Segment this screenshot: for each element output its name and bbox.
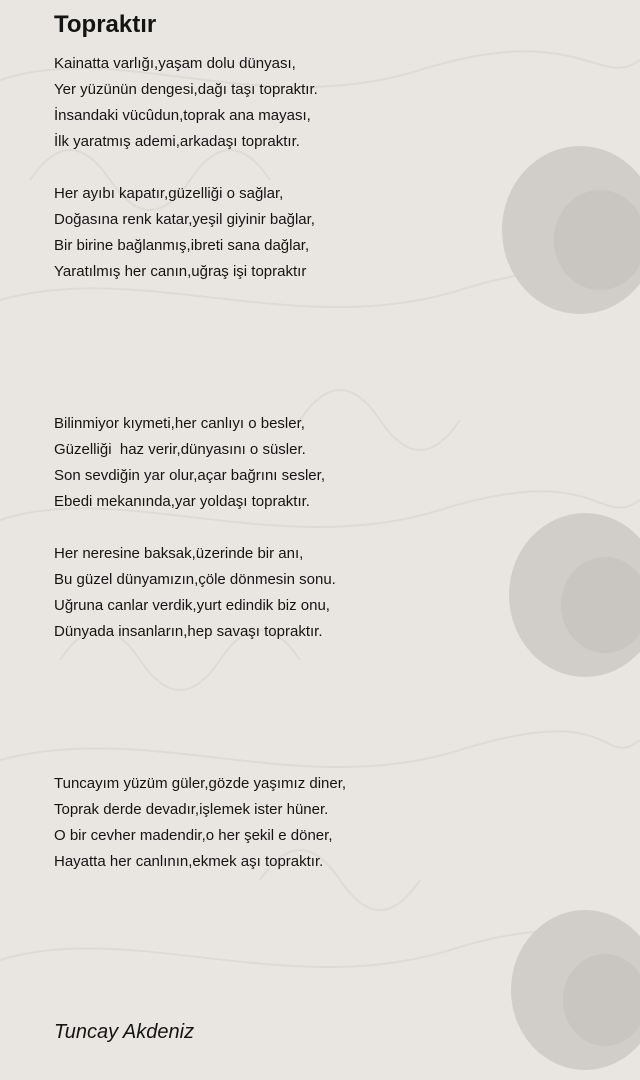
poem-title: Topraktır [54, 11, 157, 38]
poem-line: Hayatta her canlının,ekmek aşı topraktır. [54, 853, 324, 870]
poem-line: Her ayıbı kapatır,güzelliği o sağlar, [54, 185, 284, 202]
poem-line: Tuncayım yüzüm güler,gözde yaşımız diner, [54, 775, 347, 792]
poem-line: İlk yaratmış ademi,arkadaşı topraktır. [54, 133, 300, 150]
poem-line: Toprak derde devadır,işlemek ister hüner. [54, 801, 329, 818]
poem-line: Bir birine bağlanmış,ibreti sana dağlar, [54, 237, 310, 254]
poem-line: O bir cevher madendir,o her şekil e döner, [54, 827, 333, 844]
stanza-2 [54, 181, 315, 285]
poem-line: Son sevdiğin yar olur,açar bağrını sesler, [54, 467, 325, 484]
poem-line: Her neresine baksak,üzerinde bir anı, [54, 545, 304, 562]
poem-line: İnsandaki vücûdun,toprak ana mayası, [54, 107, 311, 124]
poem-line: Doğasına renk katar,yeşil giyinir bağlar, [54, 211, 315, 228]
poem-line: Uğruna canlar verdik,yurt edindik biz onu, [54, 597, 330, 614]
poem-line: Kainatta varlığı,yaşam dolu dünyası, [54, 55, 296, 72]
poem-line: Yer yüzünün dengesi,dağı taşı topraktır. [54, 81, 318, 98]
poem-line: Güzelliği haz verir,dünyasını o süsler. [54, 441, 306, 458]
stanza-1 [54, 51, 318, 155]
poem-line: Bu güzel dünyamızın,çöle dönmesin sonu. [54, 571, 336, 588]
stanza-5 [54, 771, 346, 875]
poem-line: Ebedi mekanında,yar yoldaşı topraktır. [54, 493, 310, 510]
poem-author: Tuncay Akdeniz [54, 1021, 195, 1043]
poem-line: Dünyada insanların,hep savaşı topraktır. [54, 623, 323, 640]
poem-line: Bilinmiyor kıymeti,her canlıyı o besler, [54, 415, 305, 432]
stanza-4 [54, 541, 336, 645]
stanza-3 [54, 411, 325, 515]
poem-line: Yaratılmış her canın,uğraş işi topraktır [54, 263, 307, 280]
